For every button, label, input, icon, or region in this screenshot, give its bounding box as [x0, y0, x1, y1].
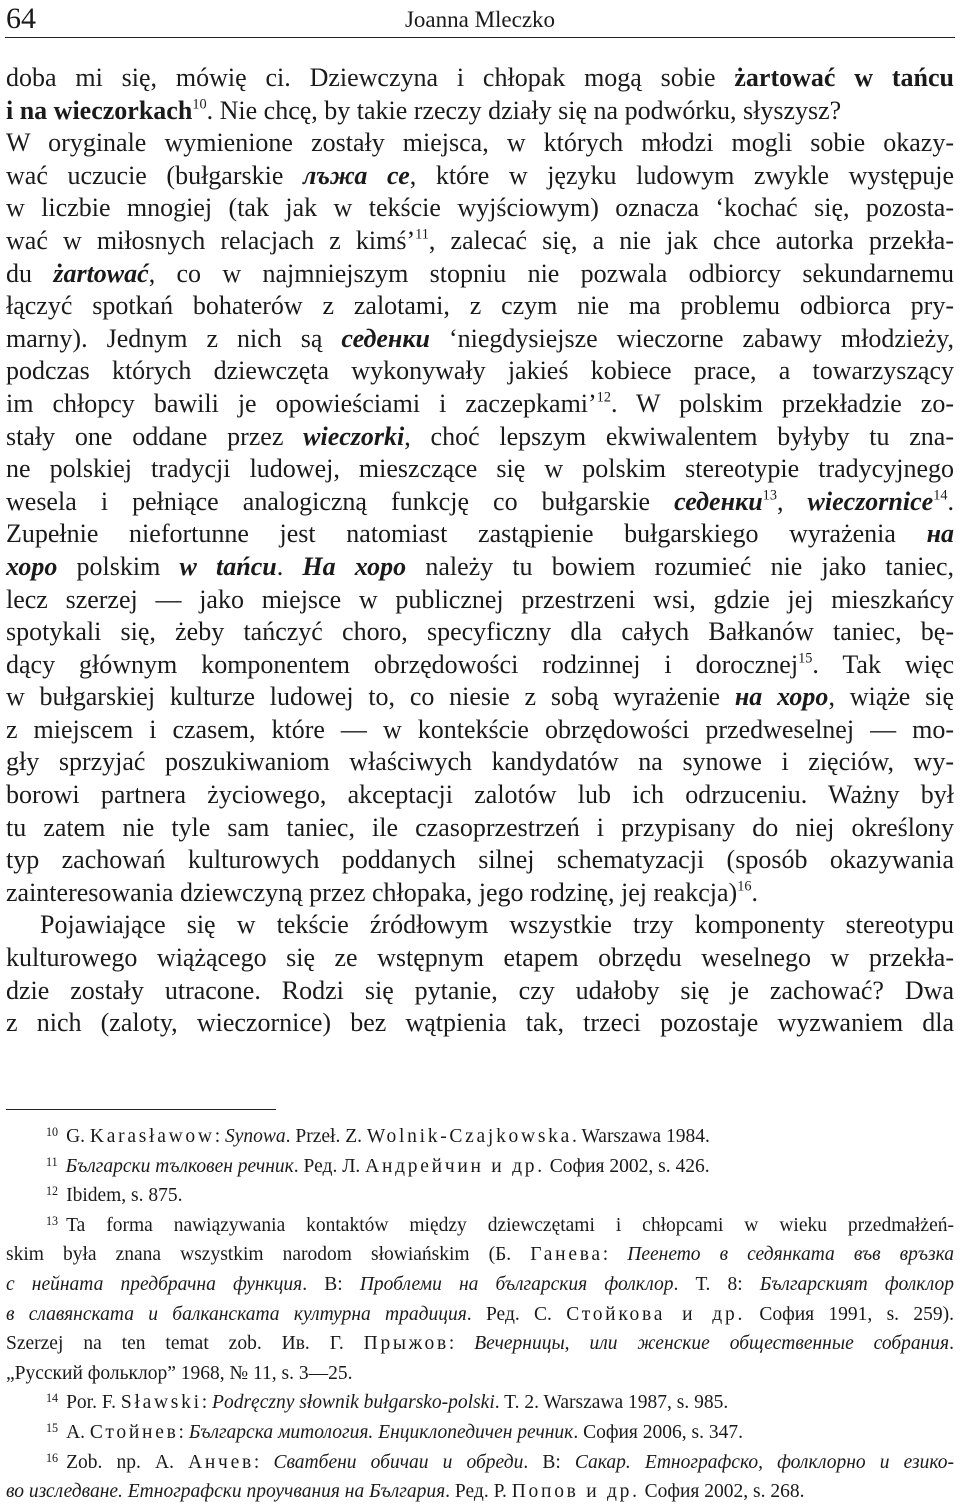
text-line: im chłopcy bawili je opowieściami i zaczepkami’$^{12}$. W polskim przekładzie zo-: [6, 388, 954, 418]
text-line: w bułgarskiej kulturze ludowej to, co niesie z sobą wyrażenie на хоро, wiąże się: [6, 682, 954, 712]
footnote-line: с нейната предбрачна функция. В: Проблеми на българския фолклор. Т. 8: Българският фолклор: [6, 1273, 954, 1295]
text-line: borowi partnera życiowego, akceptacji zalotów lub ich odrzuceniu. Ważny był: [6, 780, 954, 810]
text-line: zainteresowania dziewczyną przez chłopaka, jego rodzinę, jej reakcja)$^{16}$.: [6, 877, 758, 907]
text-line: Zupełnie niefortunne jest natomiast zastąpienie bułgarskiego wyrażenia на: [6, 519, 954, 549]
text-line: tu zatem nie tyle sam taniec, ile czasoprzestrzeń i przypisany do niej określony: [6, 812, 954, 842]
text-line: marny). Jednym z nich są седенки ‘niegdysiejsze wieczorne zabawy młodzieży,: [6, 323, 954, 353]
footnote-line: $^{15}$ А. Стойнев: Българска митология. Енциклопедичен речник. София 2006, s. 347.: [46, 1420, 743, 1443]
footnote-line: $^{11}$ Български тълковен речник. Ред. Л. Андрейчин и др. София 2002, s. 426.: [46, 1154, 710, 1177]
text-line: wesela i pełniące analogiczną funkcję co bułgarskie седенки$^{13}$, wieczornice$^{14}$.: [6, 486, 954, 516]
text-line: stały one oddane przez wieczorki, choć lepszym ekwiwalentem byłyby tu zna-: [6, 421, 954, 451]
text-line: хоро polskim w tańcu. На хоро należy tu bowiem rozumieć nie jako taniec,: [6, 551, 955, 581]
footnote-line: $^{13}$ Ta forma nawiązywania kontaktów między dziewczętami i chłopcami w wieku przedmałżeń-: [46, 1213, 954, 1236]
footnote-separator: [6, 1109, 276, 1110]
footnote-line: $^{12}$ Ibidem, s. 875.: [46, 1184, 183, 1207]
footnote-line: в славянската и балканската културна традиция. Ред. С. Стойкова и др. София 1991, s. 259).: [6, 1303, 954, 1325]
text-line: z miejscem i czasem, które — w kontekście obrzędowości przedweselnej — mo-: [6, 714, 954, 744]
text-line: doba mi się, mówię ci. Dziewczyna i chłopak mogą sobie żartować w tańcu: [6, 63, 955, 92]
text-line: typ zachowań kulturowych poddanych silnej schematyzacji (sposób okazywania: [6, 845, 954, 875]
footnote-line: Szerzej na ten temat zob. Ив. Г. Прыжов: Вечерницы, или женские общественные собрания.: [6, 1333, 954, 1355]
text-line: dący głównym komponentem obrzędowości rodzinnej i dorocznej$^{15}$. Tak więc: [6, 649, 954, 679]
text-line: ne polskiej tradycji ludowej, mieszczące się w polskim stereotypie tradycyjnego: [6, 454, 954, 484]
footnote-line: „Русский фольклор” 1968, № 11, s. 3—25.: [6, 1362, 353, 1384]
text-line: W oryginale wymienione zostały miejsca, w których młodzi mogli sobie okazy-: [6, 128, 954, 158]
text-line: i na wieczorkach$^{10}$. Nie chcę, by takie rzeczy działy się na podwórku, słyszysz?: [6, 95, 842, 125]
text-line: podczas których dziewczęta wykonywały jakieś kobiece prace, a towarzyszący: [6, 356, 954, 386]
text-line: Pojawiające się w tekście źródłowym wszystkie trzy komponenty stereotypu: [40, 910, 954, 940]
footnote-line: $^{14}$ Por. F. Sławski: Podręczny słownik bułgarsko-polski. T. 2. Warszawa 1987, s. 985.: [46, 1391, 729, 1414]
footnotes: [6, 1122, 954, 1507]
running-head-author: Joanna Mleczko: [404, 7, 556, 32]
text-line: łączyć spotkań bohaterów z zalotami, z czym nie ma problemu odbiorca pry-: [6, 291, 954, 321]
text-line: spotykali się, żeby tańczyć choro, specyficzny dla całych Bałkanów taniec, bę-: [6, 617, 954, 647]
page-number: 64: [6, 2, 36, 35]
text-line: gły sprzyjać poszukiwaniom właściwych kandydatów na synowe i zięciów, wy-: [6, 747, 954, 777]
main-text: [6, 62, 954, 1040]
footnote-line: $^{16}$ Zob. np. А. Анчев: Сватбени обичаи и обреди. В: Сакар. Етнографско, фолклорно и езико-: [46, 1450, 954, 1473]
text-line: dzie zostały utracone. Rodzi się pytanie, czy udałoby się je zachować? Dwa: [6, 975, 954, 1005]
footnote-line: skim była znana wszystkim narodom słowiańskim (Б. Ганева: Пеенето в седянката във връзка: [6, 1244, 954, 1266]
page-header: [5, 0, 955, 38]
text-line: z nich (zaloty, wieczornice) bez wątpienia tak, trzeci pozostaje wyzwaniem dla: [6, 1008, 954, 1038]
text-line: wać w miłosnych relacjach z kimś’$^{11}$, zalecać się, a nie jak chce autorka przekła-: [6, 225, 955, 255]
text-line: wać uczucie (bułgarskie лъжа се, które w języku ludowym zwykle występuje: [6, 160, 954, 190]
text-line: lecz szerzej — jako miejsce w publicznej przestrzeni wsi, gdzie jej mieszkańcy: [6, 584, 954, 614]
footnote-line: во изследване. Етнографски проучвания на България. Ред. Р. Попов и др. София 2002, s. 268.: [6, 1481, 805, 1503]
text-line: w liczbie mnogiej (tak jak w tekście wyjściowym) oznacza ‘kochać się, pozosta-: [6, 193, 954, 223]
text-line: kulturowego wiążącego się ze wstępnym etapem obrzędu weselnego w przekła-: [6, 943, 954, 973]
text-line: du żartować, co w najmniejszym stopniu nie pozwala odbiorcy sekundarnemu: [6, 258, 955, 288]
footnote-line: $^{10}$ G. Karasławow: Synowa. Przeł. Z. Wolnik-Czajkowska. Warszawa 1984.: [46, 1124, 710, 1147]
